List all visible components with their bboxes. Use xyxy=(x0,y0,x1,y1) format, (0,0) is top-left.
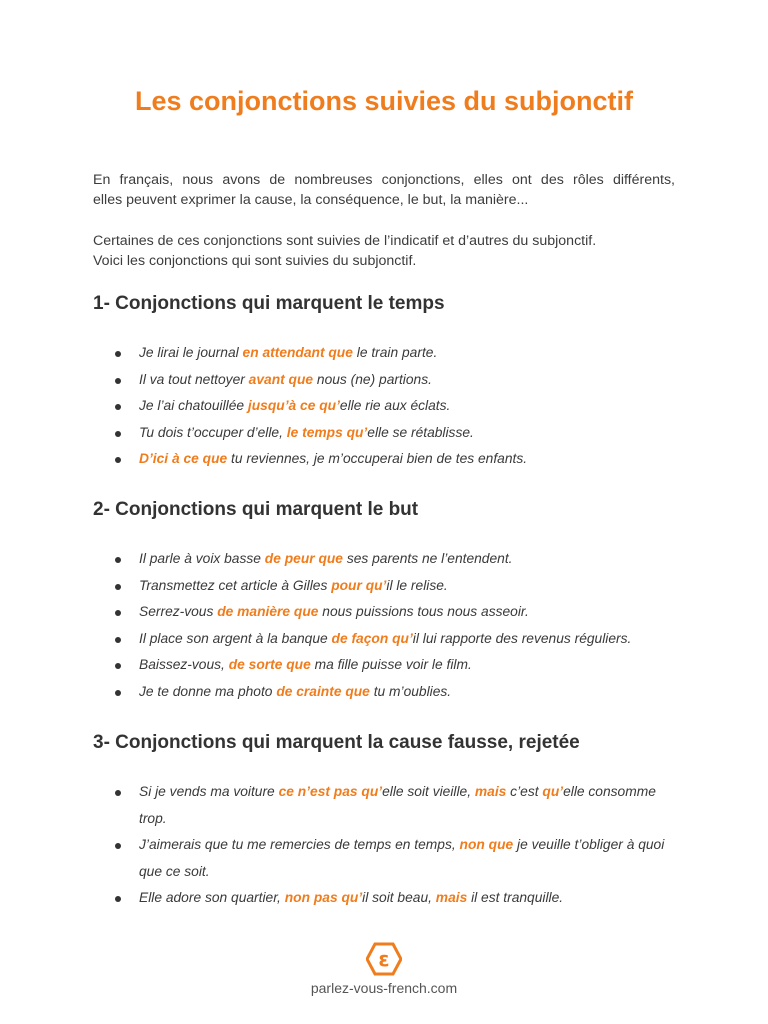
intro-line: elles peuvent exprimer la cause, la conséquence, le but, la manière... xyxy=(93,192,529,208)
list-item: Je l’ai chatouillée jusqu’à ce qu’elle rie aux éclats. xyxy=(115,393,675,420)
list-false-cause xyxy=(115,779,675,912)
list-item: Transmettez cet article à Gilles pour qu’il le relise. xyxy=(115,573,675,600)
page-title: Les conjonctions suivies du subjonctif xyxy=(134,86,634,116)
list-item: J’aimerais que tu me remercies de temps en temps, non que je veuille t’obliger à quoi que ce soit. xyxy=(115,832,675,885)
section-heading-false-cause: 3- Conjonctions qui marquent la cause fausse, rejetée xyxy=(93,732,580,753)
section-heading-time: 1- Conjonctions qui marquent le temps xyxy=(93,293,445,314)
intro-paragraph-2 xyxy=(93,231,675,271)
footer xyxy=(0,942,768,996)
list-item: Il place son argent à la banque de façon qu’il lui rapporte des revenus réguliers. xyxy=(115,626,675,653)
list-item: Baissez-vous, de sorte que ma fille puisse voir le film. xyxy=(115,652,675,679)
list-item: Tu dois t’occuper d’elle, le temps qu’elle se rétablisse. xyxy=(115,420,675,447)
site-logo-icon xyxy=(366,942,402,976)
footer-site-link[interactable]: parlez-vous-french.com xyxy=(310,980,458,996)
list-item: Je te donne ma photo de crainte que tu m’oublies. xyxy=(115,679,675,706)
list-item: Il parle à voix basse de peur que ses parents ne l’entendent. xyxy=(115,546,675,573)
list-goal xyxy=(115,546,675,705)
intro-line: Voici les conjonctions qui sont suivies du subjonctif. xyxy=(93,253,417,269)
intro-line: En français, nous avons de nombreuses conjonctions, elles ont des rôles différents, xyxy=(93,172,675,188)
section-heading-goal: 2- Conjonctions qui marquent le but xyxy=(93,499,419,520)
list-item: Si je vends ma voiture ce n’est pas qu’elle soit vieille, mais c’est qu’elle consomme trop. xyxy=(115,779,675,832)
list-item: Elle adore son quartier, non pas qu’il soit beau, mais il est tranquille. xyxy=(115,885,675,912)
intro-paragraph-1 xyxy=(93,170,675,210)
list-item: Il va tout nettoyer avant que nous (ne) partions. xyxy=(115,367,675,394)
intro-line: Certaines de ces conjonctions sont suivies de l’indicatif et d’autres du subjonctif. xyxy=(93,233,597,249)
list-item: D’ici à ce que tu reviennes, je m’occuperai bien de tes enfants. xyxy=(115,446,675,473)
svg-text:ε: ε xyxy=(378,947,390,971)
list-time xyxy=(115,340,675,473)
list-item: Serrez-vous de manière que nous puissions tous nous asseoir. xyxy=(115,599,675,626)
list-item: Je lirai le journal en attendant que le train parte. xyxy=(115,340,675,367)
